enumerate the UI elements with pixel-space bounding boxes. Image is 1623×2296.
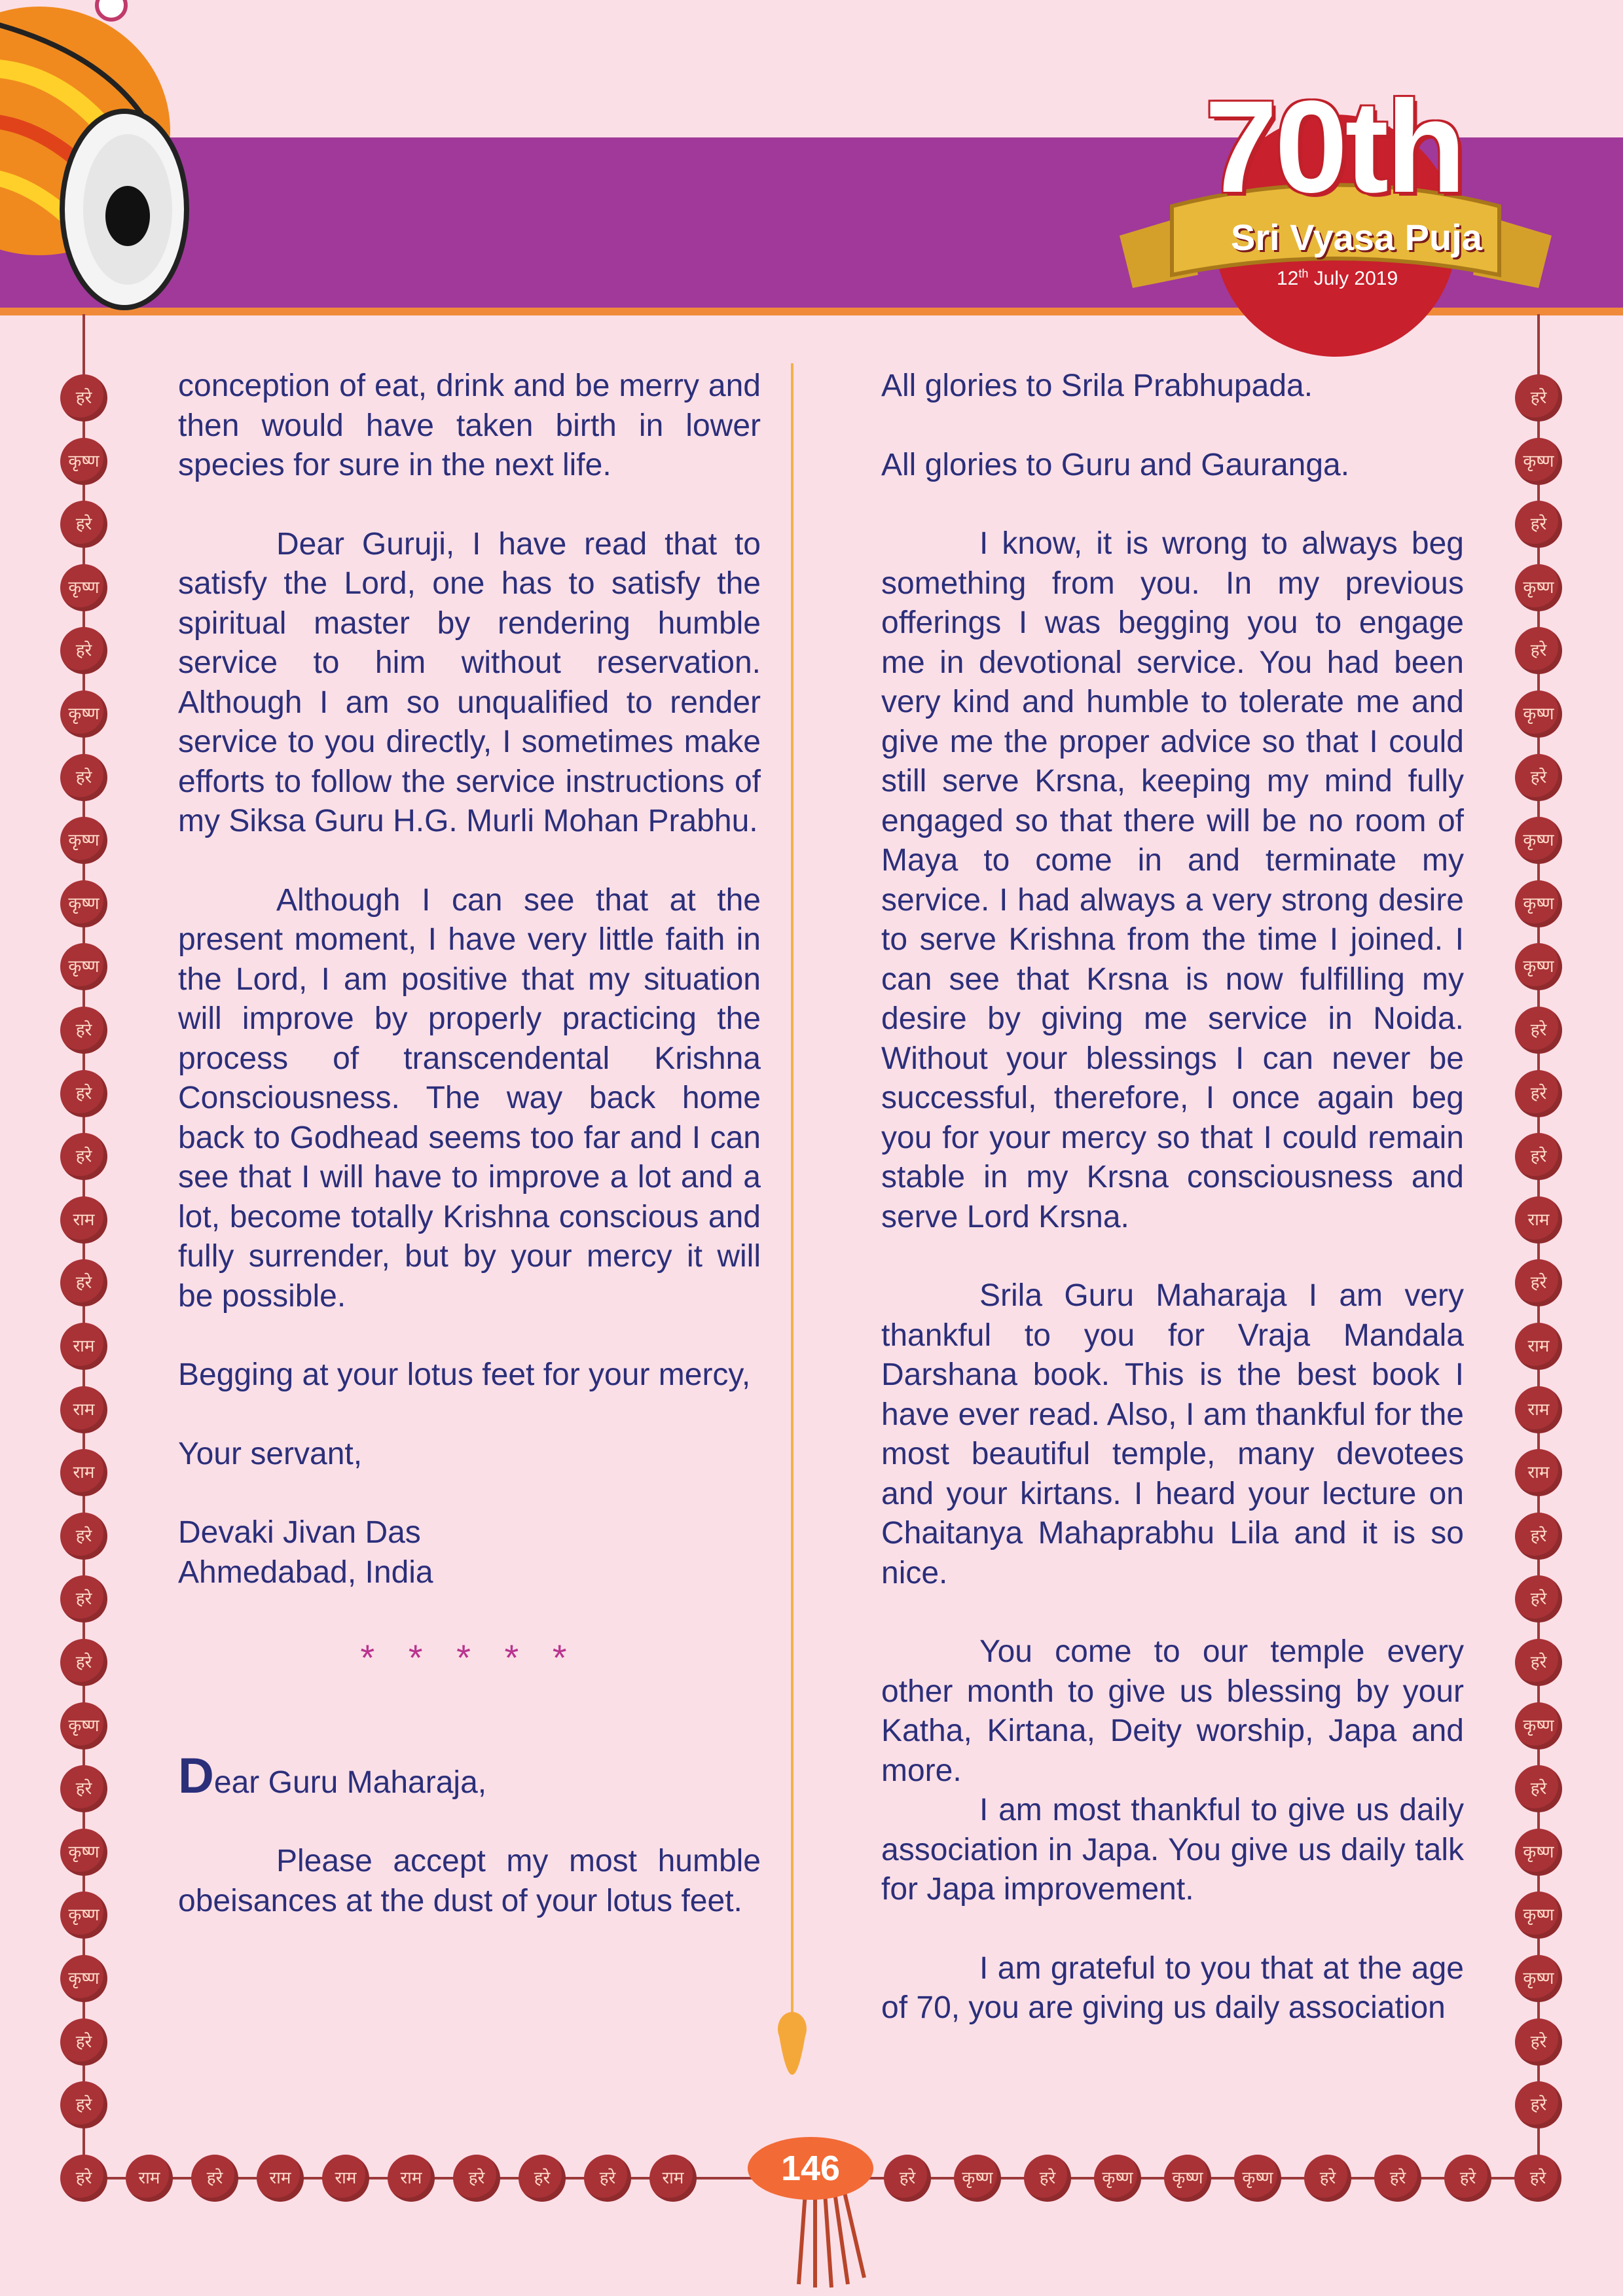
mantra-bead: हरे (1515, 374, 1562, 422)
paragraph: Srila Guru Maharaja I am very thankful to you for Vraja Mandala Darshana book. This is the best book I have ever read. Also, I am thankful for the most beautiful temple, many devotees and your kirtans. I heard your lecture on Chaitanya Mahaprabhu Lila and it is so nice. (881, 1278, 1464, 1590)
mantra-bead: राम (60, 1196, 107, 1244)
mantra-bead: कृष्ण (60, 1955, 107, 2002)
mantra-bead: कृष्ण (60, 1829, 107, 1876)
paragraph: Dear Guruji, I have read that to satisfy the Lord, one has to satisfy the spiritual master by rendering humble service to him without reservation. Although I am so unqualified to render service to you directly, I sometimes make efforts to follow the service instructions of my Siksa Guru H.G. Murli Mohan Prabhu. (178, 526, 761, 838)
left-column (178, 367, 761, 1960)
mantra-bead: राम (649, 2155, 697, 2202)
mantra-bead: कृष्ण (1164, 2155, 1211, 2202)
mantra-bead: राम (257, 2155, 304, 2202)
anniversary-number: 70th (1205, 74, 1464, 220)
mantra-bead: हरे (1515, 1513, 1562, 1560)
mantra-bead: हरे (1515, 501, 1562, 548)
mantra-bead: कृष्ण (60, 943, 107, 990)
mantra-bead: कृष्ण (60, 564, 107, 611)
paragraph: I know, it is wrong to always beg something from you. In my previous offerings I was begging you to engage me in devotional service. You had been very kind and humble to tolerate me and give me the proper advice so that I could still serve Krsna, keeping my mind fully engaged so that there will be no room of Maya to come in and terminate my service. I had always a very strong desire to serve Krishna from the time I joined. I can see that Krsna is now fulfilling my desire by giving me service in Noida. Without your blessings I can never be successful, therefore, I once again beg you for your mercy so that I could remain stable in my Krsna consciousness and serve Lord Krsna. (881, 526, 1464, 1234)
event-date: 12th July 2019 (1277, 267, 1398, 289)
paragraph: All glories to Srila Prabhupada. (881, 368, 1313, 403)
mantra-bead: कृष्ण (1094, 2155, 1141, 2202)
signature-name: Devaki Jivan Das (178, 1515, 421, 1550)
mantra-bead: राम (126, 2155, 173, 2202)
mantra-bead: कृष्ण (60, 438, 107, 485)
mantra-bead: कृष्ण (1515, 1829, 1562, 1876)
mantra-bead: हरे (191, 2155, 238, 2202)
closing-servant: Your servant, (178, 1436, 363, 1471)
mantra-bead: हरे (1515, 2018, 1562, 2066)
paragraph: All glories to Guru and Gauranga. (881, 447, 1350, 482)
paragraph: Although I can see that at the present moment, I have very little faith in the Lord, I am positive that my situation will improve by properly practicing the process of transcendental Krishna Consciousness. The way back home back to Godhead seems too far and I can see that I will have to improve a lot and a lot, become totally Krishna conscious and fully surrender, but by your mercy it will be possible. (178, 882, 761, 1314)
mantra-bead: हरे (584, 2155, 631, 2202)
mantra-bead: हरे (60, 1007, 107, 1054)
mantra-bead: हरे (884, 2155, 931, 2202)
mantra-bead: कृष्ण (60, 691, 107, 738)
tassel-icon (786, 2193, 877, 2291)
mantra-bead: राम (1515, 1196, 1562, 1244)
mantra-bead: हरे (1514, 2155, 1561, 2202)
mantra-bead: राम (60, 1323, 107, 1370)
mantra-bead: हरे (1515, 1259, 1562, 1306)
mantra-bead: हरे (1515, 1070, 1562, 1117)
mantra-bead: हरे (60, 2155, 107, 2202)
paragraph: Please accept my most humble obeisances at the dust of your lotus feet. (178, 1844, 761, 1918)
mantra-bead: राम (1515, 1323, 1562, 1370)
mantra-bead: हरे (1444, 2155, 1491, 2202)
mantra-bead: हरे (1515, 1639, 1562, 1686)
section-separator: * * * * * (360, 1637, 579, 1678)
mantra-bead: राम (322, 2155, 369, 2202)
signature-place: Ahmedabad, India (178, 1554, 433, 1590)
mantra-bead: हरे (60, 374, 107, 422)
pendant-drop-icon (776, 2009, 808, 2108)
mantra-bead: हरे (60, 754, 107, 801)
mantra-bead: हरे (60, 2081, 107, 2128)
mantra-bead: कृष्ण (1515, 438, 1562, 485)
mantra-bead: कृष्ण (1515, 564, 1562, 611)
mantra-bead: राम (1515, 1449, 1562, 1496)
column-divider (791, 363, 793, 2026)
mantra-bead: कृष्ण (1515, 880, 1562, 927)
mantra-bead: हरे (60, 1070, 107, 1117)
paragraph: I am grateful to you that at the age of 70, you are giving us daily association (881, 1950, 1464, 2025)
paragraph: You come to our temple every other month to give us blessing by your Katha, Kirtana, Deity worship, Japa and more. (881, 1634, 1464, 1788)
mantra-bead: हरे (60, 1259, 107, 1306)
mantra-bead: कृष्ण (1515, 1892, 1562, 1939)
mantra-bead: राम (1515, 1386, 1562, 1433)
mantra-bead: हरे (60, 1639, 107, 1686)
mantra-bead: कृष्ण (1515, 1702, 1562, 1749)
mantra-bead: हरे (453, 2155, 500, 2202)
mantra-bead: हरे (1515, 1765, 1562, 1812)
drop-cap: D (178, 1748, 214, 1804)
mantra-bead: हरे (60, 1513, 107, 1560)
page-number: 146 (748, 2137, 873, 2200)
mantra-bead: कृष्ण (1515, 943, 1562, 990)
mantra-bead: हरे (60, 2018, 107, 2066)
mantra-bead: हरे (1304, 2155, 1351, 2202)
mantra-bead: हरे (60, 1575, 107, 1623)
mantra-bead: कृष्ण (1515, 817, 1562, 864)
mantra-bead: कृष्ण (60, 880, 107, 927)
salutation: Dear Guru Maharaja, (178, 1748, 487, 1804)
mantra-bead: हरे (1515, 627, 1562, 674)
mantra-bead: कृष्ण (60, 817, 107, 864)
mantra-bead: हरे (1515, 1007, 1562, 1054)
mantra-bead: हरे (60, 501, 107, 548)
mantra-bead: हरे (519, 2155, 566, 2202)
mantra-bead: हरे (60, 1133, 107, 1180)
paragraph: conception of eat, drink and be merry and then would have taken birth in lower species for sure in the next life. (178, 368, 761, 482)
mridanga-drum-icon (0, 0, 210, 314)
mantra-bead: हरे (1374, 2155, 1421, 2202)
mantra-bead: राम (60, 1386, 107, 1433)
paragraph: I am most thankful to give us daily association in Japa. You give us daily talk for Japa improvement. (881, 1793, 1464, 1907)
mantra-bead: कृष्ण (60, 1702, 107, 1749)
mantra-bead: कृष्ण (1234, 2155, 1281, 2202)
closing-line: Begging at your lotus feet for your mercy, (178, 1357, 751, 1392)
mantra-bead: कृष्ण (954, 2155, 1001, 2202)
mantra-bead: हरे (1515, 1575, 1562, 1623)
mantra-bead: हरे (60, 627, 107, 674)
mantra-bead: कृष्ण (60, 1892, 107, 1939)
event-title: Sri Vyasa Puja (1231, 217, 1482, 258)
mantra-bead: हरे (1515, 1133, 1562, 1180)
mantra-bead: राम (388, 2155, 435, 2202)
mantra-bead: कृष्ण (1515, 1955, 1562, 2002)
mantra-bead: राम (60, 1449, 107, 1496)
mantra-bead: हरे (1024, 2155, 1071, 2202)
mantra-bead: हरे (1515, 2081, 1562, 2128)
mantra-bead: हरे (60, 1765, 107, 1812)
mantra-bead: कृष्ण (1515, 691, 1562, 738)
mantra-bead: हरे (1515, 754, 1562, 801)
right-column (881, 367, 1464, 2068)
